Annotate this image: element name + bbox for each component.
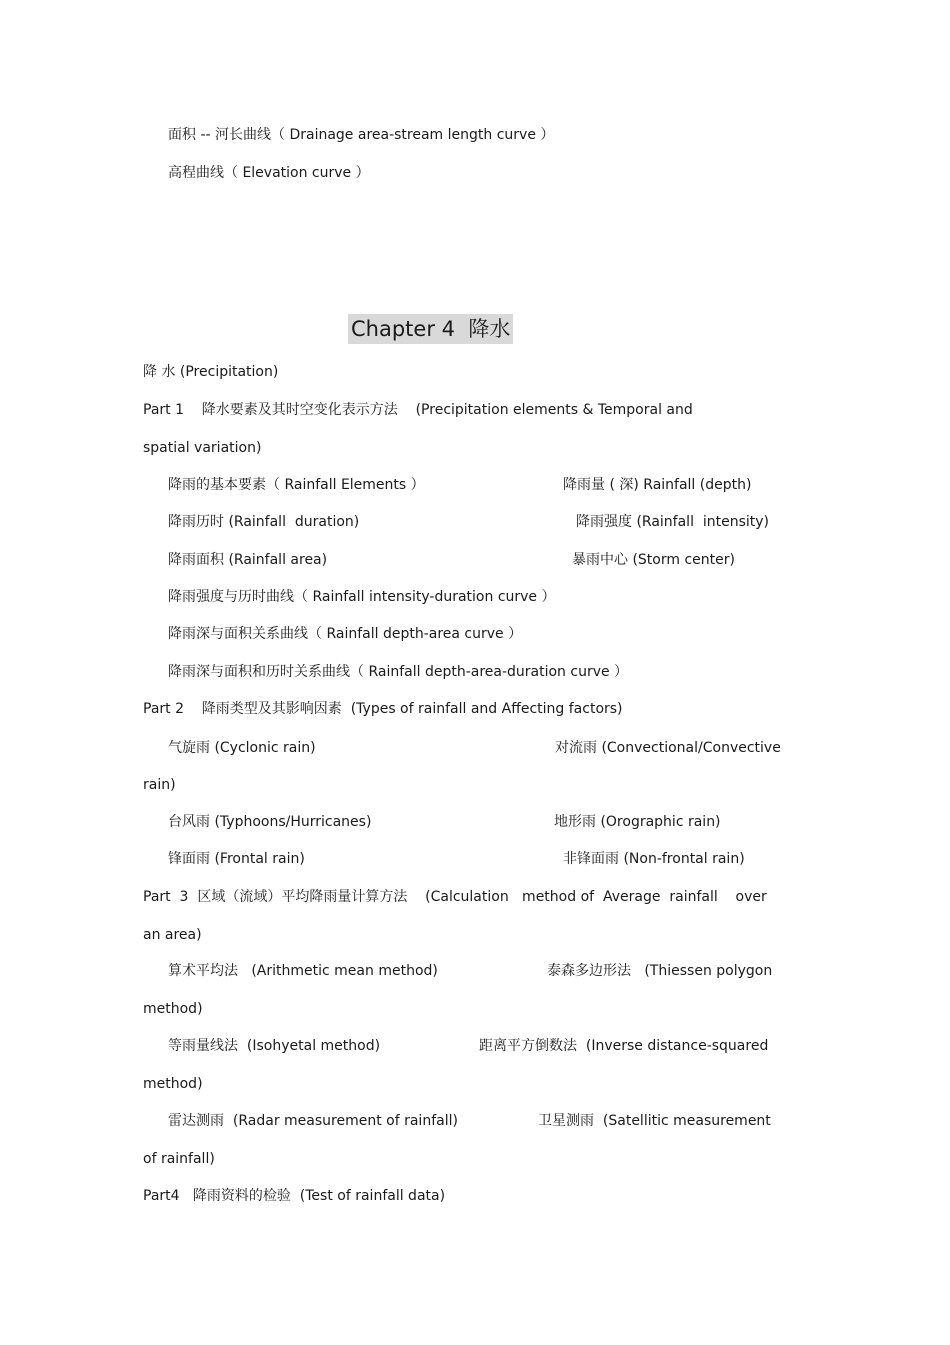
inverse-distance-item-cont: method): [143, 1076, 203, 1092]
part4-heading: Part4 降雨资料的检验 (Test of rainfall data): [143, 1188, 446, 1204]
part1-heading: Part 1 降水要素及其时空变化表示方法 (Precipitation elements & Temporal and: [143, 402, 693, 418]
typhoon-rain-item: 台风雨 (Typhoons/Hurricanes): [168, 814, 372, 830]
frontal-rain-item: 锋面雨 (Frontal rain): [168, 851, 305, 867]
part1-heading-cont: spatial variation): [143, 440, 262, 456]
chapter-subtitle: 降 水 (Precipitation): [143, 364, 279, 380]
part3-heading: Part 3 区域（流域）平均降雨量计算方法 (Calculation method of Average rainfall over: [143, 889, 767, 905]
depth-area-duration-curve-item: 降雨深与面积和历时关系曲线（ Rainfall depth-area-duration curve ）: [168, 664, 629, 680]
isohyetal-method-item: 等雨量线法 (Isohyetal method): [168, 1038, 381, 1054]
depth-area-curve-item: 降雨深与面积关系曲线（ Rainfall depth-area curve ）: [168, 626, 523, 642]
inverse-distance-item: 距离平方倒数法 (Inverse distance-squared: [479, 1038, 769, 1054]
part2-heading: Part 2 降雨类型及其影响因素 (Types of rainfall and Affecting factors): [143, 701, 623, 717]
chapter-title: Chapter 4 降水: [348, 314, 513, 344]
rainfall-elements-item: 降雨的基本要素（ Rainfall Elements ）: [168, 477, 425, 493]
convective-rain-item: 对流雨 (Convectional/Convective: [555, 740, 781, 756]
thiessen-polygon-item: 泰森多边形法 (Thiessen polygon: [547, 963, 773, 979]
rainfall-depth-item: 降雨量 ( 深) Rainfall (depth): [563, 477, 752, 493]
elevation-curve-line: 高程曲线（ Elevation curve ）: [168, 165, 370, 181]
orographic-rain-item: 地形雨 (Orographic rain): [554, 814, 721, 830]
thiessen-polygon-item-cont: method): [143, 1001, 203, 1017]
convective-rain-item-cont: rain): [143, 777, 176, 793]
satellite-measurement-item-cont: of rainfall): [143, 1151, 215, 1167]
intensity-duration-curve-item: 降雨强度与历时曲线（ Rainfall intensity-duration curve ）: [168, 589, 556, 605]
cyclonic-rain-item: 气旋雨 (Cyclonic rain): [168, 740, 316, 756]
drainage-area-curve-line: 面积 -- 河长曲线（ Drainage area-stream length curve ）: [168, 127, 555, 143]
arithmetic-mean-item: 算术平均法 (Arithmetic mean method): [168, 963, 438, 979]
rainfall-area-item: 降雨面积 (Rainfall area): [168, 552, 328, 568]
rainfall-duration-item: 降雨历时 (Rainfall duration): [168, 514, 360, 530]
radar-measurement-item: 雷达测雨 (Radar measurement of rainfall): [168, 1113, 458, 1129]
storm-center-item: 暴雨中心 (Storm center): [572, 552, 735, 568]
non-frontal-rain-item: 非锋面雨 (Non-frontal rain): [563, 851, 745, 867]
part3-heading-cont: an area): [143, 927, 202, 943]
rainfall-intensity-item: 降雨强度 (Rainfall intensity): [576, 514, 770, 530]
satellite-measurement-item: 卫星测雨 (Satellitic measurement: [538, 1113, 771, 1129]
